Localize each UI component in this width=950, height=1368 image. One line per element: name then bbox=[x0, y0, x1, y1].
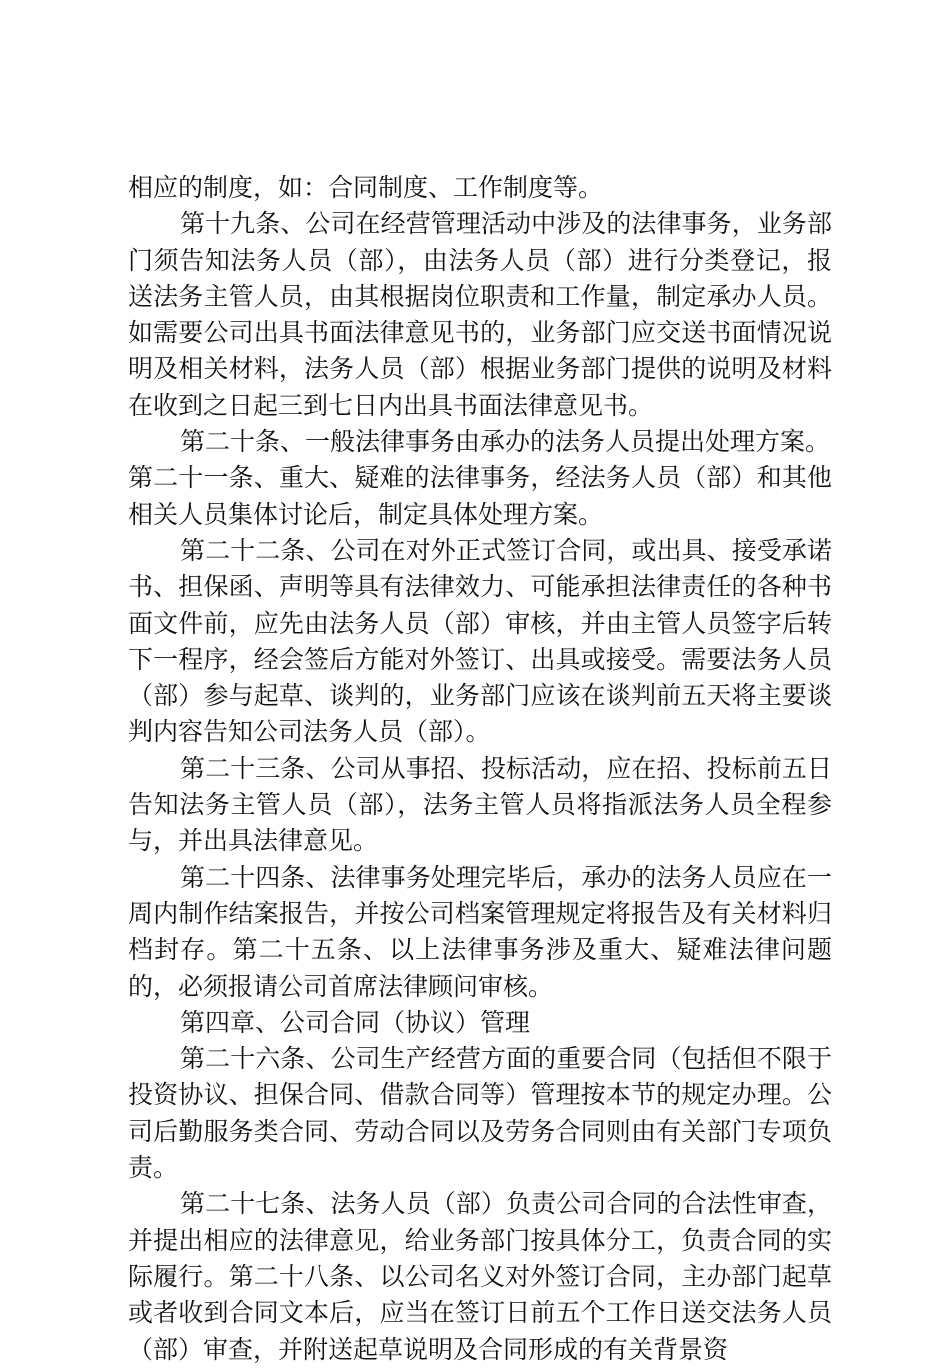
paragraph-article-23: 第二十三条、公司从事招、投标活动，应在招、投标前五日告知法务主管人员（部），法务主管人员将指派法务人员全程参与，并出具法律意见。 bbox=[128, 753, 832, 856]
chapter-heading: 第四章、公司合同（协议）管理 bbox=[180, 1007, 531, 1037]
paragraph-article-26: 第二十六条、公司生产经营方面的重要合同（包括但不限于投资协议、担保合同、借款合同等）管理按本节的规定办理。公司后勤服务类合同、劳动合同以及劳务合同则由有关部门专项负责。 bbox=[128, 1044, 832, 1183]
paragraph-article-24-25: 第二十四条、法律事务处理完毕后，承办的法务人员应在一周内制作结案报告，并按公司档案管理规定将报告及有关材料归档封存。第二十五条、以上法律事务涉及重大、疑难法律问题的，必须报请公司首席法律顾问审核。 bbox=[128, 862, 832, 1001]
paragraph-article-19: 第十九条、公司在经营管理活动中涉及的法律事务，业务部门须告知法务人员（部），由法务人员（部）进行分类登记，报送法务主管人员，由其根据岗位职责和工作量，制定承办人员。如需要公司出具书面法律意见书的，业务部门应交送书面情况说明及相关材料，法务人员（部）根据业务部门提供的说明及材料在收到之日起三到七日内出具书面法律意见书。 bbox=[128, 209, 832, 420]
document-body bbox=[128, 170, 832, 1368]
paragraph-article-21: 第二十一条、重大、疑难的法律事务，经法务人员（部）和其他相关人员集体讨论后，制定具体处理方案。 bbox=[128, 463, 832, 529]
paragraph-article-27-28: 第二十七条、法务人员（部）负责公司合同的合法性审查，并提出相应的法律意见，给业务部门按具体分工，负责合同的实际履行。第二十八条、以公司名义对外签订合同，主办部门起草或者收到合同文本后，应当在签订日前五个工作日送交法务人员（部）审查，并附送起草说明及合同形成的有关背景资 bbox=[128, 1189, 832, 1364]
paragraph-article-20: 第二十条、一般法律事务由承办的法务人员提出处理方案。 bbox=[180, 427, 831, 457]
paragraph-article-22: 第二十二条、公司在对外正式签订合同，或出具、接受承诺书、担保函、声明等具有法律效力、可能承担法律责任的各种书面文件前，应先由法务人员（部）审核，并由主管人员签字后转下一程序，经会签后方能对外签订、出具或接受。需要法务人员（部）参与起草、谈判的，业务部门应该在谈判前五天将主要谈判内容告知公司法务人员（部）。 bbox=[128, 535, 832, 747]
paragraph-continuation: 相应的制度，如：合同制度、工作制度等。 bbox=[128, 173, 604, 202]
